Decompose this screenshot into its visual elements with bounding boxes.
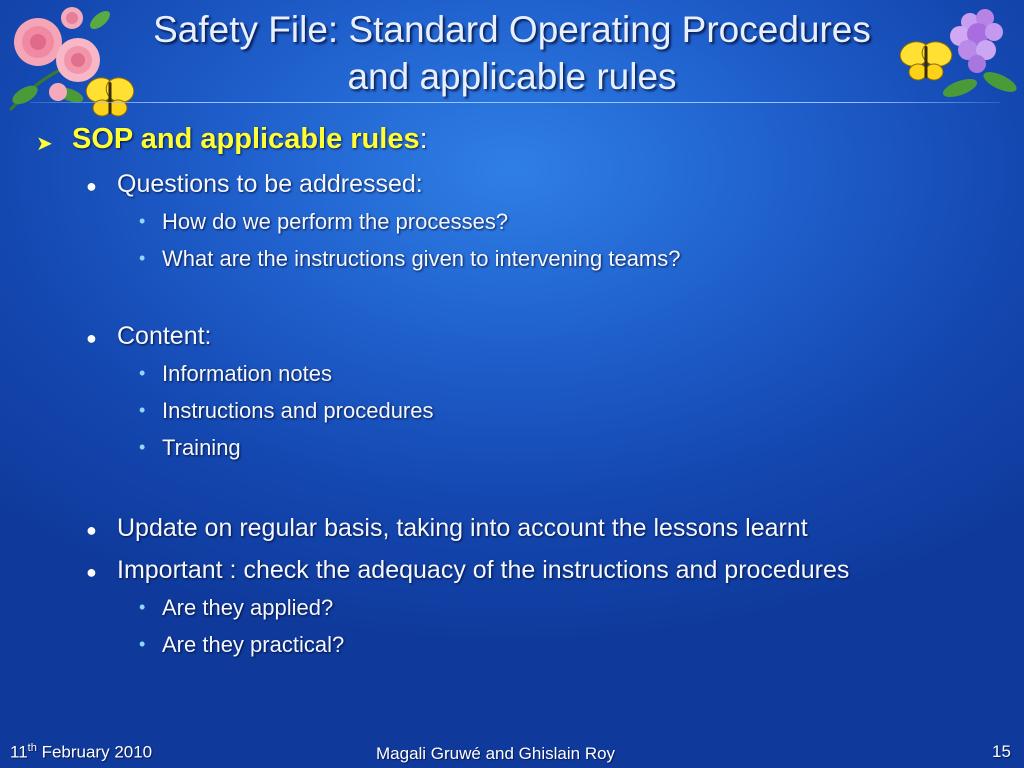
sub-bullet-icon: • [139, 248, 146, 268]
slide-number: 15 [992, 742, 1011, 761]
bullet-update: Update on regular basis, taking into account the lessons learnt [117, 514, 808, 542]
footer-date [10, 742, 152, 763]
arrow-bullet-icon: ➤ [36, 133, 53, 155]
footer-date-day: 11 [10, 742, 28, 762]
dot-bullet-icon: ● [86, 520, 97, 540]
title-line-2: and applicable rules [347, 56, 677, 97]
bullet-questions: Questions to be addressed: [117, 170, 423, 198]
dot-bullet-icon: ● [86, 176, 97, 196]
section-heading [72, 123, 428, 156]
sub-bullet-icon: • [139, 211, 146, 231]
sub-bullet-item: Instructions and procedures [162, 398, 434, 423]
dot-bullet-icon: ● [86, 328, 97, 348]
bullet-content: Content: [117, 322, 212, 350]
sub-bullet-item: Are they practical? [162, 632, 345, 657]
sub-bullet-icon: • [139, 437, 146, 457]
bullet-important: Important : check the adequacy of the instructions and procedures [117, 556, 850, 584]
sub-bullet-item: Information notes [162, 361, 332, 386]
sub-bullet-icon: • [139, 400, 146, 420]
section-heading-colon: : [419, 123, 428, 155]
footer-date-suffix: th [27, 742, 37, 754]
dot-bullet-icon: ● [86, 562, 97, 582]
sub-bullet-item: How do we perform the processes? [162, 209, 509, 234]
footer-authors: Magali Gruwé and Ghislain Roy [376, 744, 616, 763]
sub-bullet-item: Training [162, 435, 241, 460]
footer-date-rest: February 2010 [36, 742, 153, 762]
sub-bullet-icon: • [139, 634, 146, 654]
sub-bullet-icon: • [139, 597, 146, 617]
section-heading-label: SOP and applicable rules [72, 123, 420, 155]
sub-bullet-item: Are they applied? [162, 595, 334, 620]
sub-bullet-icon: • [139, 363, 146, 383]
title-line-1: Safety File: Standard Operating Procedures [153, 9, 871, 50]
sub-bullet-item: What are the instructions given to intervening teams? [162, 246, 681, 271]
